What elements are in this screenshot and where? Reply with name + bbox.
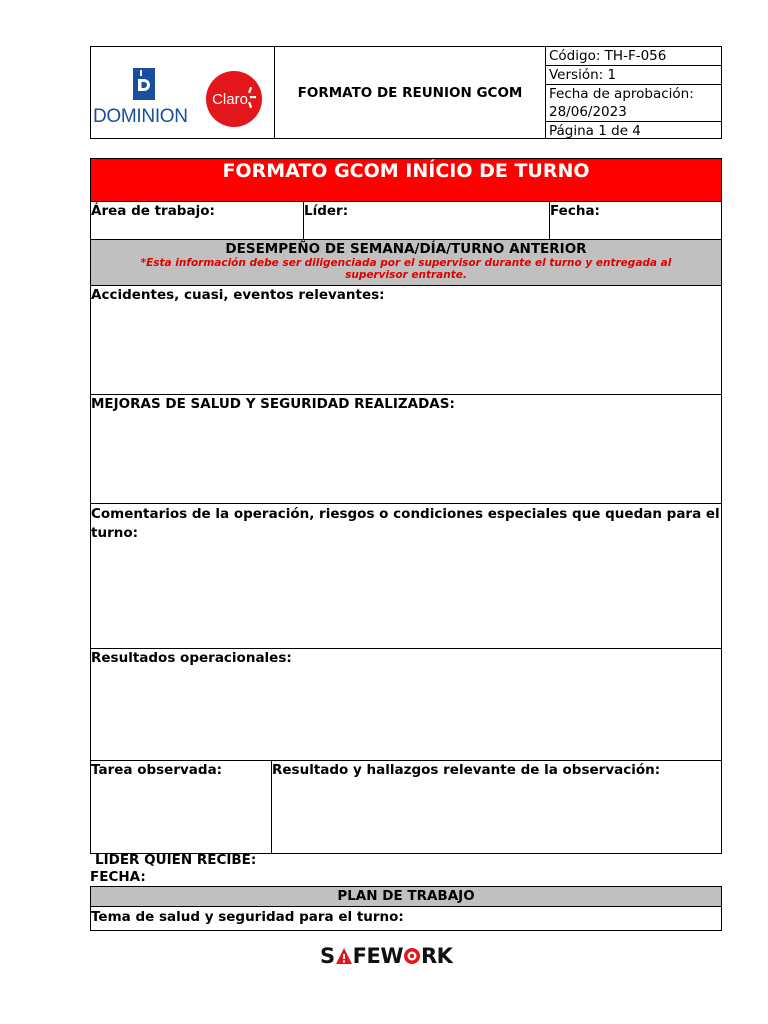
plan-trabajo-table (90, 886, 722, 931)
fecha-aprobacion-value: 28/06/2023 (546, 103, 721, 122)
comentarios-field[interactable]: Comentarios de la operación, riesgos o condiciones especiales que quedan para el turno: (91, 504, 721, 649)
safework-text-few: FEW (352, 944, 403, 968)
safework-text-s: S (320, 944, 335, 968)
safework-logo (320, 944, 460, 970)
form-header-row (91, 202, 721, 240)
document-header (90, 46, 722, 139)
observacion-row (91, 761, 721, 853)
lider-recibe-label: LIDER QUIEN RECIBE: (95, 852, 257, 868)
accidentes-field[interactable]: Accidentes, cuasi, eventos relevantes: (91, 286, 721, 395)
area-trabajo-field[interactable]: Área de trabajo: (91, 202, 304, 239)
gcom-form (90, 158, 722, 854)
resultados-field[interactable]: Resultados operacionales: (91, 649, 721, 761)
dominion-mark-icon (133, 68, 155, 100)
receiver-fecha-label: FECHA: (90, 869, 146, 885)
dominion-logo (93, 65, 191, 125)
claro-logo-text: Claro (212, 91, 248, 108)
fecha-field[interactable]: Fecha: (550, 203, 600, 219)
dominion-logo-text: DOMINION (93, 106, 188, 127)
logos-cell (91, 47, 275, 138)
plan-trabajo-title: PLAN DE TRABAJO (91, 887, 721, 907)
section-header-desempeno (91, 240, 721, 286)
fecha-aprobacion-label: Fecha de aprobación: (549, 86, 694, 102)
version-text: Versión: 1 (546, 66, 721, 85)
lider-field[interactable]: Líder: (304, 202, 550, 239)
resultado-hallazgos-field[interactable]: Resultado y hallazgos relevante de la observación: (272, 762, 661, 778)
section-title: DESEMPEÑO DE SEMANA/DÍA/TURNO ANTERIOR (225, 241, 587, 257)
form-banner: FORMATO GCOM INÍCIO DE TURNO (91, 159, 721, 202)
document-control-info (546, 47, 721, 138)
pagina-text: Página 1 de 4 (549, 123, 641, 139)
codigo-text: Código: TH-F-056 (546, 47, 721, 66)
mejoras-field[interactable]: MEJORAS DE SALUD Y SEGURIDAD REALIZADAS: (91, 395, 721, 504)
warning-triangle-icon (335, 947, 353, 965)
section-note-line-2: supervisor entrante. (345, 269, 467, 281)
document-title: FORMATO DE REUNION GCOM (275, 47, 546, 138)
tema-salud-field[interactable]: Tema de salud y seguridad para el turno: (91, 909, 404, 925)
receiver-block (90, 852, 722, 886)
tarea-observada-field[interactable]: Tarea observada: (91, 761, 272, 853)
claro-logo (205, 70, 263, 128)
safework-text-rk: RK (420, 944, 453, 968)
target-circle-icon (403, 947, 421, 965)
section-note-line-1: *Esta información debe ser diligenciada por el supervisor durante el turno y entregada al (140, 257, 672, 269)
